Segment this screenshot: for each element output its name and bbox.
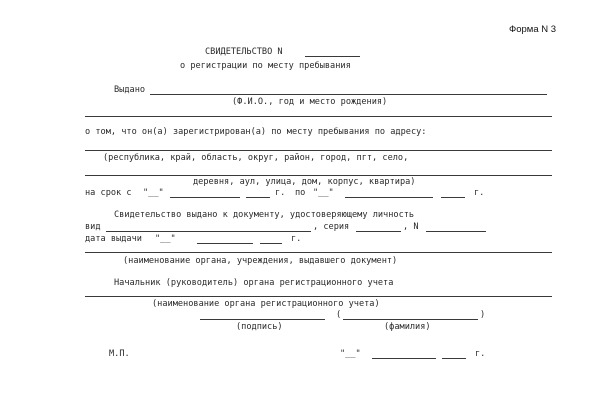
head-label: Начальник (руководитель) органа регистрационного учета	[114, 278, 394, 288]
issue-date-year-suffix: г.	[291, 234, 302, 244]
signature-blank[interactable]	[200, 319, 325, 320]
series-blank[interactable]	[356, 231, 401, 232]
term-from-prefix: на срок с	[85, 188, 132, 198]
surname-open-paren: (	[336, 310, 342, 320]
reg-body-caption: (наименование органа регистрационного учета)	[152, 299, 380, 309]
certificate-number-blank[interactable]	[305, 56, 360, 57]
address-caption-1: (республика, край, область, округ, район, город, пгт, село,	[103, 153, 409, 163]
address-caption-2: деревня, аул, улица, дом, корпус, квартира)	[193, 177, 416, 187]
term-to-month-blank[interactable]	[345, 197, 433, 198]
doc-type-label: вид	[85, 222, 101, 232]
issue-date-label: дата выдачи	[85, 234, 142, 244]
certificate-subtitle: о регистрации по месту пребывания	[180, 61, 351, 71]
issue-date-year-blank[interactable]	[260, 243, 282, 244]
doc-number-blank[interactable]	[426, 231, 486, 232]
certificate-title: СВИДЕТЕЛЬСТВО N	[205, 47, 283, 57]
term-from-day[interactable]: "__"	[143, 188, 164, 198]
issuing-body-blank[interactable]	[85, 252, 552, 253]
issued-to-caption: (Ф.И.О., год и место рождения)	[232, 97, 388, 107]
bottom-date-year-blank[interactable]	[442, 358, 466, 359]
term-to-year-blank[interactable]	[441, 197, 465, 198]
issue-date-month-blank[interactable]	[197, 243, 253, 244]
term-to-label: по	[295, 188, 306, 198]
address-blank-1[interactable]	[85, 150, 552, 151]
registered-statement: о том, что он(а) зарегистрирован(а) по месту пребывания по адресу:	[85, 127, 427, 137]
term-from-month-blank[interactable]	[170, 197, 240, 198]
issued-to-blank-2[interactable]	[85, 116, 552, 117]
term-from-year-blank[interactable]	[246, 197, 270, 198]
bottom-date-day[interactable]: "__"	[340, 349, 361, 359]
surname-caption: (фамилия)	[384, 322, 431, 332]
signature-caption: (подпись)	[236, 322, 283, 332]
number-label: , N	[403, 222, 419, 232]
address-blank-2[interactable]	[85, 175, 552, 176]
head-blank-1[interactable]	[85, 296, 552, 297]
issued-to-blank[interactable]	[150, 94, 547, 95]
issue-date-day[interactable]: "__"	[155, 234, 176, 244]
term-to-day[interactable]: "__"	[313, 188, 334, 198]
issuing-body-caption: (наименование органа, учреждения, выдавшего документ)	[123, 256, 398, 266]
series-label: , серия	[313, 222, 350, 232]
form-number: Форма N 3	[509, 24, 557, 35]
doc-type-blank[interactable]	[106, 231, 311, 232]
bottom-date-month-blank[interactable]	[372, 358, 436, 359]
term-to-year-suffix: г.	[474, 188, 485, 198]
surname-close-paren: )	[480, 310, 486, 320]
term-from-year-suffix: г.	[275, 188, 286, 198]
issued-to-label: Выдано	[114, 85, 146, 95]
surname-blank[interactable]	[343, 319, 478, 320]
stamp-label: М.П.	[109, 349, 130, 359]
bottom-date-year-suffix: г.	[475, 349, 486, 359]
document-intro: Свидетельство выдано к документу, удостоверяющему личность	[114, 210, 415, 220]
